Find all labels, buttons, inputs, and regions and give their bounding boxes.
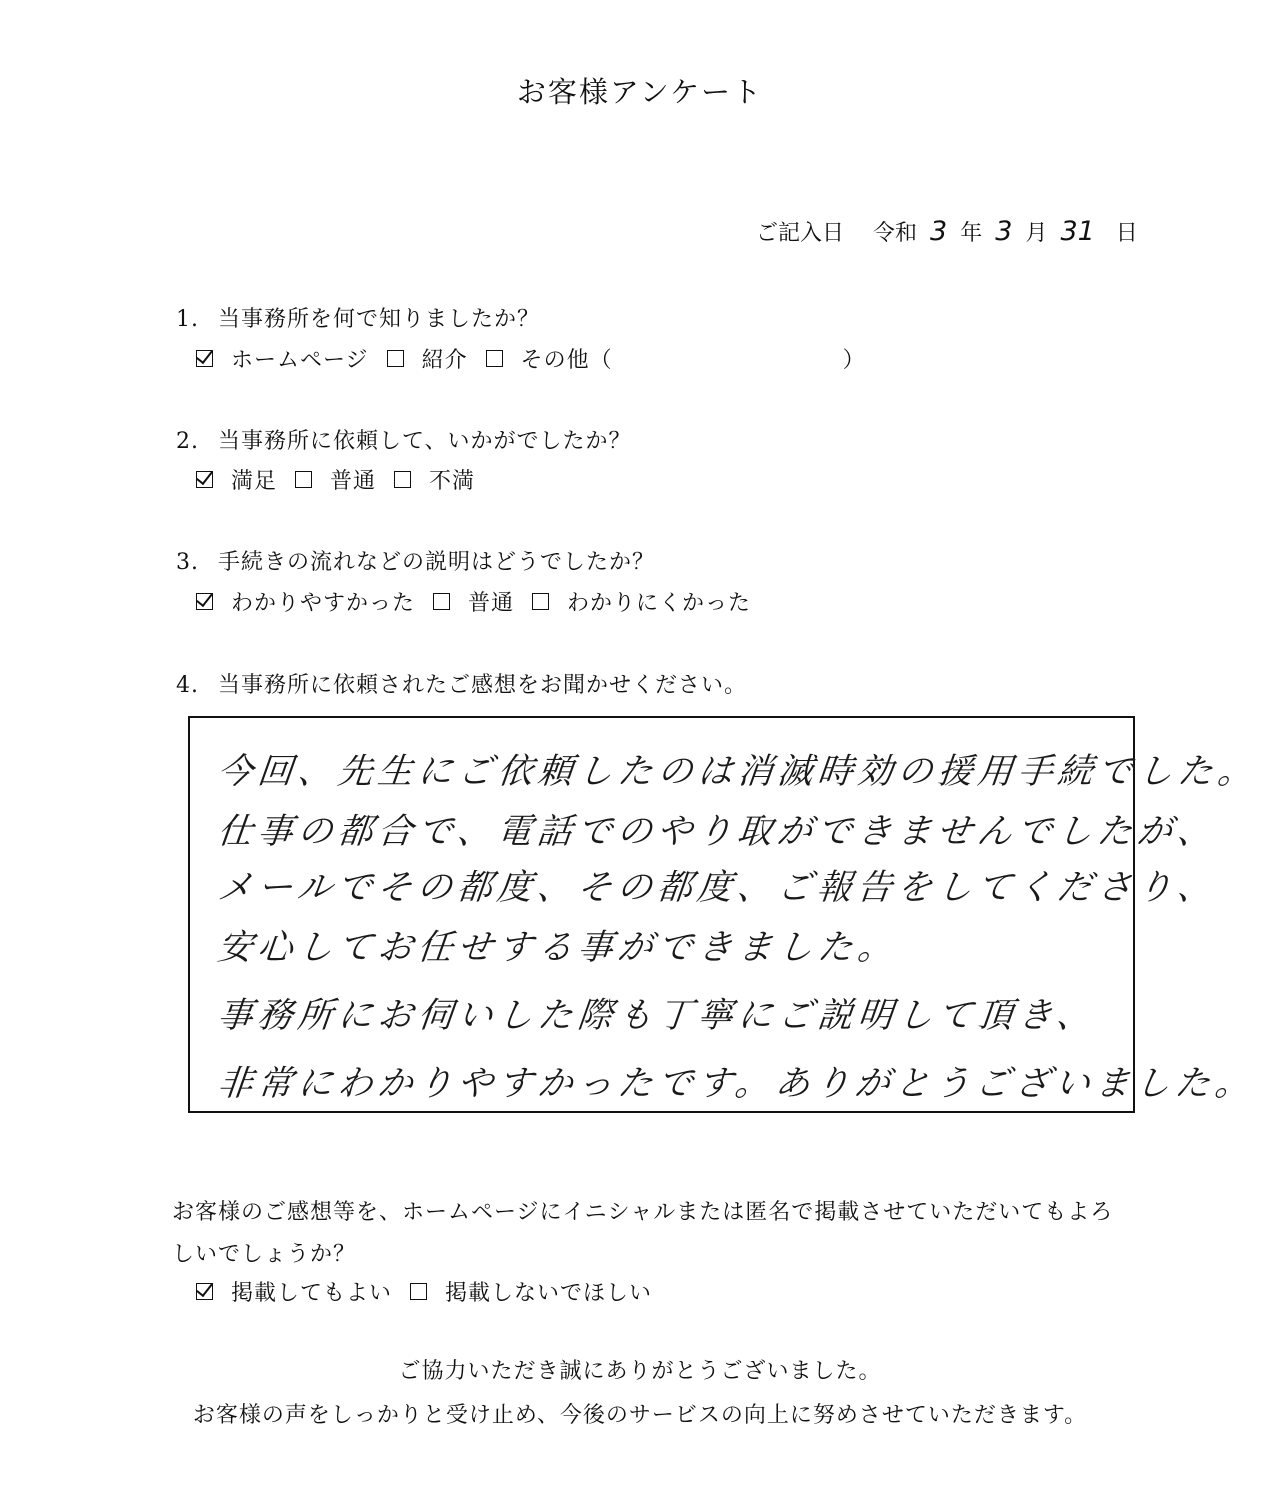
- checkbox-publish-no[interactable]: [410, 1283, 427, 1300]
- consent-question: お客様のご感想等を、ホームページにイニシャルまたは匿名で掲載させていただいてもよろしいでしょうか？: [172, 1200, 1114, 1267]
- question-4: [176, 668, 747, 699]
- checkbox-other[interactable]: [486, 350, 503, 367]
- question-text: 当事務所に依頼して、いかがでしたか？: [218, 429, 632, 454]
- checkbox-average[interactable]: [433, 593, 450, 610]
- checkbox-dissatisfied[interactable]: [394, 471, 411, 488]
- question-text: 当事務所に依頼されたご感想をお聞かせください。: [218, 673, 748, 698]
- comment-line: 仕事の都合で、電話でのやり取ができませんでしたが、: [215, 812, 1220, 852]
- option-label: その他（ ）: [520, 348, 866, 373]
- date-month: 3: [995, 216, 1013, 247]
- checkbox-easy[interactable]: [196, 593, 213, 610]
- option-label: 不満: [429, 469, 476, 494]
- option-label: 普通: [330, 469, 377, 494]
- service-message: お客様の声をしっかりと受け止め、今後のサービスの向上に努めさせていただきます。: [192, 1403, 1088, 1428]
- date-label: ご記入日: [756, 221, 845, 246]
- option-label: わかりやすかった: [231, 591, 416, 616]
- option-label: わかりにくかった: [567, 591, 752, 616]
- comment-line: 事務所にお伺いした際も丁寧にご説明して頂き、: [215, 996, 1099, 1036]
- checkbox-publish-ok[interactable]: [196, 1283, 213, 1300]
- question-2: [176, 424, 632, 455]
- entry-date: [756, 216, 1138, 247]
- question-number: 2.: [176, 429, 199, 454]
- checkbox-satisfied[interactable]: [196, 471, 213, 488]
- date-era: 令和: [873, 221, 918, 246]
- date-month-unit: 月: [1025, 221, 1048, 246]
- checkbox-homepage[interactable]: [196, 350, 213, 367]
- checkbox-average[interactable]: [295, 471, 312, 488]
- option-label: 普通: [468, 591, 515, 616]
- option-label: ホームページ: [231, 348, 369, 373]
- option-label: 掲載してもよい: [231, 1281, 393, 1306]
- option-label: 満足: [231, 469, 278, 494]
- question-2-options: [196, 464, 493, 495]
- date-year: 3: [930, 216, 948, 247]
- checkbox-referral[interactable]: [387, 350, 404, 367]
- question-1-options: [196, 343, 884, 374]
- question-3-options: [196, 586, 769, 617]
- question-1: [176, 302, 540, 333]
- comment-line: メールでその都度、その都度、ご報告をしてくださり、: [215, 868, 1220, 908]
- question-text: 当事務所を何で知りましたか？: [218, 307, 541, 332]
- question-number: 3.: [176, 550, 199, 575]
- date-day: 31: [1060, 216, 1095, 247]
- comment-line: 安心してお任せする事ができました。: [215, 928, 900, 968]
- question-3: [176, 545, 655, 576]
- option-label: 紹介: [421, 348, 468, 373]
- question-text: 手続きの流れなどの説明はどうでしたか？: [218, 550, 656, 575]
- date-year-unit: 年: [960, 221, 983, 246]
- comment-line: 非常にわかりやすかったです。ありがとうございました。: [215, 1064, 1257, 1104]
- question-number: 4.: [176, 673, 199, 698]
- comment-line: 今回、先生にご依頼したのは消滅時効の援用手続でした。: [215, 752, 1260, 792]
- date-day-unit: 日: [1115, 221, 1138, 246]
- question-number: 1.: [176, 307, 199, 332]
- checkbox-hard[interactable]: [532, 593, 549, 610]
- thank-you-message: ご協力いただき誠にありがとうございました。: [398, 1359, 882, 1384]
- option-label: 掲載しないでほしい: [445, 1281, 653, 1306]
- page-title: お客様アンケート: [516, 75, 764, 109]
- consent-options: [196, 1276, 670, 1307]
